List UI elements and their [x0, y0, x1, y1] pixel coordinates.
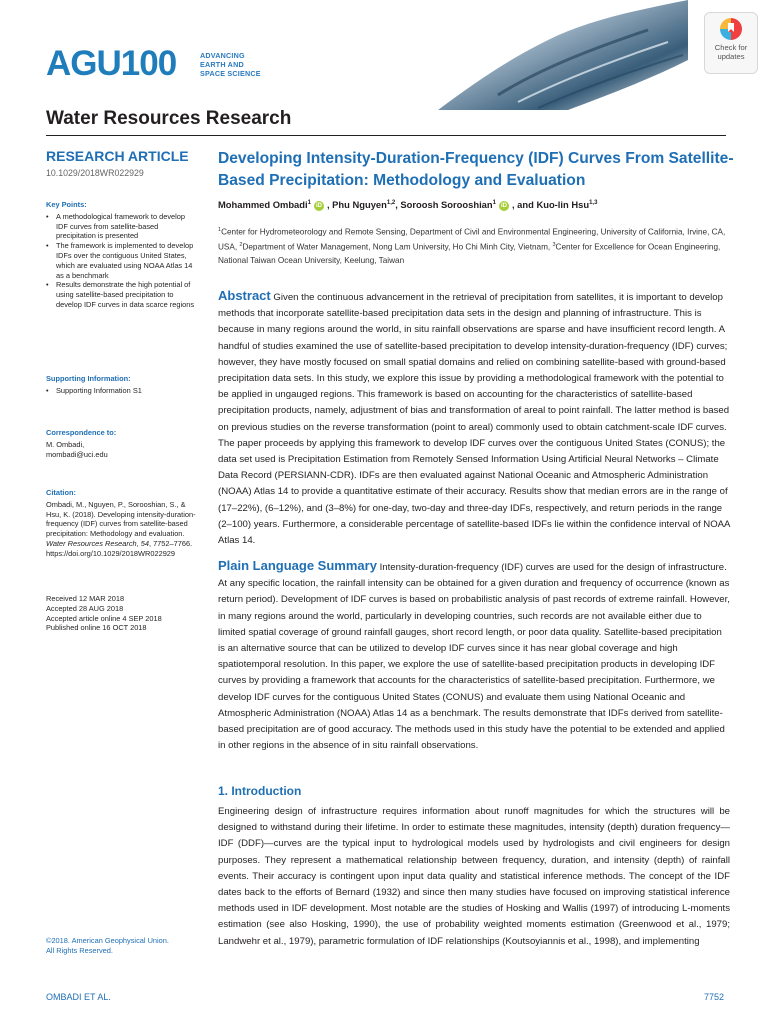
- author: Soroosh Sorooshian$^1$: [400, 199, 496, 210]
- key-points-heading: Key Points:: [46, 200, 87, 209]
- doi[interactable]: 10.1029/2018WR022929: [46, 168, 144, 178]
- supporting-item[interactable]: • Supporting Information S1: [46, 386, 196, 396]
- check-for-updates-badge[interactable]: [704, 12, 758, 74]
- author: Phu Nguyen$^{1,2}$: [332, 199, 396, 210]
- page-number: 7752: [703, 992, 724, 1002]
- orcid-icon[interactable]: iD: [500, 202, 507, 209]
- abstract-text: Given the continuous advancement in the retrieval of precipitation from satellites, it is important to develop methods that incorporate satellite-based precipitation data sets in the design and planning of infrastructure. This is because in many regions around the world, in situ rainfall observations are sparse and have insufficient record length. A handful of studies examined the use of satellite-based precipitation to develop intensity-duration-frequency (IDF) curves; however, they have mostly focused on small spatial domains and relied on combining satellite-based with ground-based precipitation data sets. In this study, we explore this issue by providing a methodological framework with the potential to be applied in ungauged regions. This framework is based on accounting for the characteristics of satellite-based precipitation products, namely, adjustment of bias and transformation of areal to point rainfall. The latter method is based on previous studies on the reverse transformation (point to areal) commonly used to obtain catchment-scale IDF curves. The paper proceeds by applying this framework to develop IDF curves over the contiguous United States (CONUS); the data set used is Precipitation Estimation from Remotely Sensed Information Using Artificial Neural Networks – Climate Data Record (PERSIANN-CDR). IDFs are then evaluated against National Oceanic and Atmospheric Administration (NOAA) Atlas 14 to provide a quantitative estimate of their accuracy. Results show that median errors are in the range of (17–22%), (6–12%), and (3–8%) for one-day, two-day and three-day IDFs, respectively, and return periods in the range (2–100) years. Furthermore, a considerable percentage of satellite-based IDFs lie within the confidence interval of NOAA Atlas 14.: [218, 292, 730, 547]
- abstract-heading: Abstract: [218, 288, 271, 303]
- orcid-icon[interactable]: iD: [315, 202, 322, 209]
- key-points: [46, 200, 196, 310]
- supporting-information: [46, 374, 196, 396]
- article-dates: [46, 594, 196, 633]
- introduction-text: Engineering design of infrastructure requires information about runoff magnitudes for which the structures will be designed to withstand during their lifetime. In order to estimate these magnitudes, intensity (depth) duration frequency—IDF (DDF)—curves are the typical input to hydrological models used by hydrologists and civil engineers for design purposes. They represent a mathematical relationship between frequency, duration, and intensity (depth) of rainfall events. Their accuracy is contingent upon input data quality and statistical inference methods. The concept of the IDF dates back to the efforts of Bernard (1932) and since then many studies have focused on improving statistical inference methods used in IDF development. Most notable are the studies of Hosking and Wallis (1997) of introducing L-moments estimation (see also Hosking, 1990), the use of probability weighted moments estimation (Greenwood et al., 1979; Landwehr et al., 1979), parametric formulation of IDF relationships (Koutsoyiannis et al., 1998), and implementing: [218, 806, 730, 947]
- crossmark-label: Check for updates: [714, 43, 748, 61]
- plain-language-text: Intensity-duration-frequency (IDF) curves are used for the design of infrastructure. At any specific location, the rainfall intensity can be obtained for a given duration and frequency of occurrence (known as return period). Development of IDF curves is based on probabilistic analysis of past records of extreme rainfall. However, in many regions around the world, particularly in developing countries, such records are not available either due to limited spatial coverage of ground rainfall gauges, short record length, or poor data quality. Satellite-based precipitation is an alternative source that can be utilized to develop IDF curves since it has near global coverage and high spatiotemporal resolution. In this paper, we explore the use of satellite-based precipitation products in developing IDF curves by providing a framework that accounts for the characteristics of satellite-based precipitation. Furthermore, we develop IDF curves for the contiguous United States (CONUS) and evaluate them using National Oceanic and Atmospheric Administration (NOAA) Atlas 14 as a benchmark. The results demonstrate that IDFs derived from satellite-based precipitation are of good accuracy. The methods used in this study have the potential to be extended and applied in other regions in the absence of in situ rainfall observations.: [218, 562, 730, 752]
- abstract: [218, 288, 730, 549]
- author-list: Mohammed Ombadi$^1$ iD , Phu Nguyen$^{1,2}$, Soroosh Sorooshian$^1$ iD , and Kuo-lin Hsu$^{1,3}$: [218, 199, 598, 210]
- plain-language-heading: Plain Language Summary: [218, 558, 377, 573]
- logo-tagline: ADVANCING EARTH AND SPACE SCIENCE: [200, 51, 261, 78]
- correspondence-email[interactable]: mombadi@uci.edu: [46, 449, 108, 459]
- introduction-heading: 1. Introduction: [218, 784, 302, 798]
- citation: [46, 488, 196, 559]
- crossmark-icon: [719, 17, 743, 43]
- agu100-logo: [46, 44, 296, 84]
- correspondence-heading: Correspondence to:: [46, 428, 117, 437]
- logo-agu-text: AGU100: [46, 44, 177, 83]
- date-published: Published online 16 OCT 2018: [46, 623, 147, 633]
- author: Kuo-lin Hsu$^{1,3}$: [536, 199, 598, 210]
- affiliations: $^1$Center for Hydrometeorology and Remote Sensing, Department of Civil and Environmental Engineering, University of California, Irvine, CA, USA, $^2$Department of Water Management, Nong Lam University, Ho Chi Minh City, Vietnam, $^3$Center for Excellence for Ocean Engineering, National Taiwan Ocean University, Keelung, Taiwan: [218, 227, 726, 265]
- supporting-heading: Supporting Information:: [46, 374, 131, 383]
- plain-language-summary: [218, 558, 730, 754]
- date-accepted: Accepted 28 AUG 2018: [46, 603, 124, 613]
- key-point-item: • A methodological framework to develop IDF curves from satellite-based precipitation is presented: [46, 212, 196, 241]
- date-received: Received 12 MAR 2018: [46, 594, 125, 603]
- citation-pages[interactable]: , 7752–7766. https://doi.org/10.1029/2018WR022929: [46, 538, 193, 558]
- journal-title: Water Resources Research: [46, 108, 292, 129]
- key-point-item: • Results demonstrate the high potential of using satellite-based precipitation to develop IDF curves in data scarce regions: [46, 280, 196, 309]
- article-type: RESEARCH ARTICLE: [46, 148, 189, 164]
- key-point-item: • The framework is implemented to develop IDFs over the contiguous United States, which are evaluated using NOAA Atlas 14 as a benchmark: [46, 241, 196, 280]
- author: Mohammed Ombadi$^1$: [218, 199, 311, 210]
- citation-journal: Water Resources Research, 54: [46, 538, 149, 548]
- correspondence-name: M. Ombadi,: [46, 439, 85, 449]
- date-online: Accepted article online 4 SEP 2018: [46, 613, 162, 623]
- header-divider: [46, 135, 726, 136]
- citation-text: Ombadi, M., Nguyen, P., Sorooshian, S., & Hsu, K. (2018). Developing intensity-duration-frequency (IDF) curves from satellite-based precipitation: Methodology and evaluation.: [46, 499, 196, 539]
- citation-heading: Citation:: [46, 488, 76, 497]
- copyright: ©2018. American Geophysical Union. All Rights Reserved.: [46, 936, 169, 955]
- ocean-wave-banner: [438, 0, 688, 110]
- article-title: Developing Intensity-Duration-Frequency (IDF) Curves From Satellite-Based Precipitation: Methodology and Evaluation: [218, 150, 734, 189]
- footer-authors: OMBADI ET AL.: [46, 992, 111, 1002]
- correspondence: [46, 428, 196, 459]
